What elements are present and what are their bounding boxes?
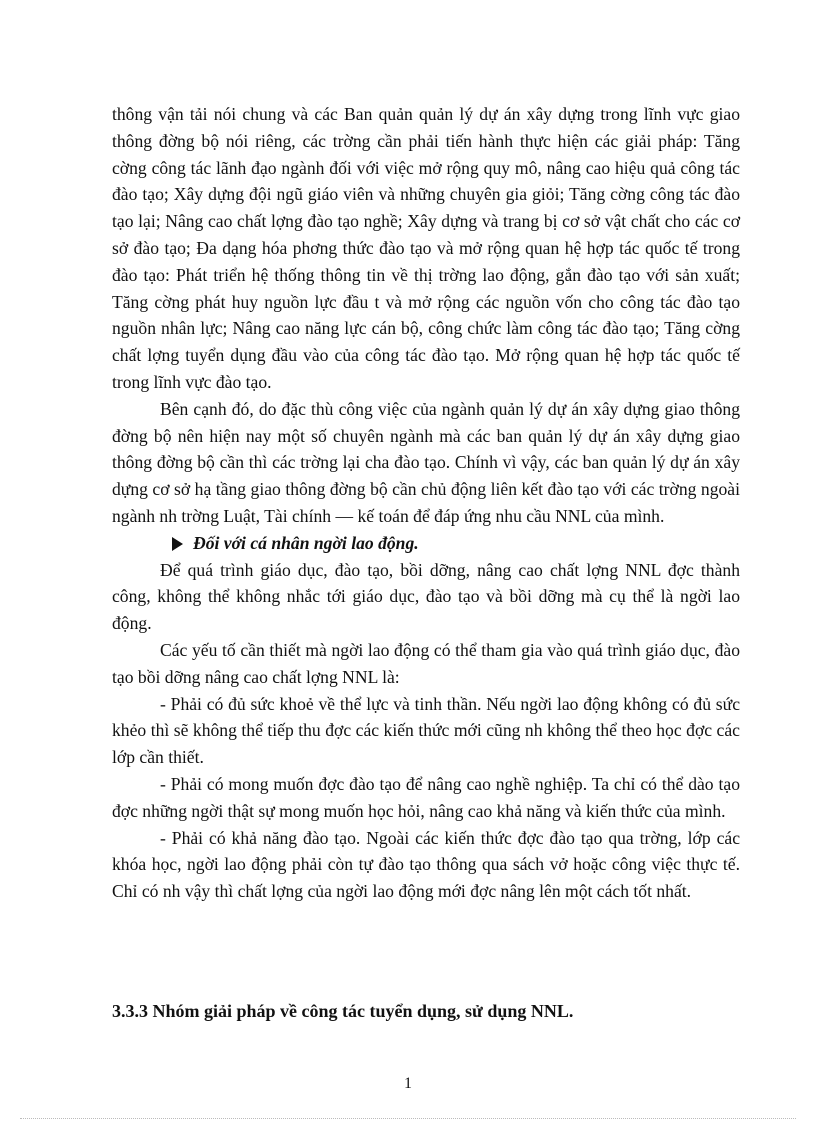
bullet-heading [112, 530, 740, 557]
bullet-heading-text: Đối với cá nhân ngời lao động. [193, 532, 419, 553]
document-body [112, 101, 740, 905]
paragraph-7: - Phải có khả năng đào tạo. Ngoài các kiến thức đợc đào tạo qua trờng, lớp các khóa học, ngời lao động phải còn tự đào tạo thông qua sách vở hoặc công việc thực tế. Chỉ có nh vậy thì chất lợng của ngời lao động mới đợc nâng lên một cách tốt nhất. [112, 827, 740, 902]
paragraph-4: Các yếu tố cần thiết mà ngời lao động có thể tham gia vào quá trình giáo dục, đào tạo bồi dỡng nâng cao chất lợng NNL là: [112, 639, 740, 687]
page-number: 1 [404, 1075, 412, 1092]
section-heading: 3.3.3 Nhóm giải pháp về công tác tuyển dụng, sử dụng NNL. [112, 1001, 574, 1021]
paragraph-6: - Phải có mong muốn đợc đào tạo để nâng cao nghề nghiệp. Ta chỉ có thể dào tạo đợc những ngời thật sự mong muốn học hỏi, nâng cao khả năng và kiến thức của mình. [112, 773, 740, 821]
arrow-bullet-icon [172, 537, 183, 551]
footer-divider [20, 1118, 796, 1119]
paragraph-2: Bên cạnh đó, do đặc thù công việc của ngành quản lý dự án xây dựng giao thông đờng bộ nên hiện nay một số chuyên ngành mà các ban quản lý dự án xây dựng giao thông đờng bộ cần thì các trờng lại cha đào tạo. Chính vì vậy, các ban quản lý dự án xây dựng cơ sở hạ tầng giao thông đờng bộ cần chủ động liên kết đào tạo với các trờng ngoài ngành nh trờng Luật, Tài chính — kế toán để đáp ứng nhu cầu NNL của mình. [112, 398, 740, 526]
paragraph-5: - Phải có đủ sức khoẻ về thể lực và tinh thần. Nếu ngời lao động không có đủ sức khẻo thì sẽ không thể tiếp thu đợc các kiến thức mới cũng nh không thể theo học đợc các lớp cần thiết. [112, 693, 740, 768]
paragraph-1: thông vận tải nói chung và các Ban quản quản lý dự án xây dựng trong lĩnh vực giao thông đờng bộ nói riêng, các trờng cần phải tiến hành thực hiện các giải pháp: Tăng cờng công tác lãnh đạo ngành đối với việc mở rộng quy mô, nâng cao hiệu quả công tác đào tạo; Xây dựng đội ngũ giáo viên và những chuyên gia giỏi; Tăng cờng công tác đào tạo lại; Nâng cao chất lợng đào tạo nghề; Xây dựng và trang bị cơ sở vật chất cho các cơ sở đào tạo; Đa dạng hóa phơng thức đào tạo và mở rộng quan hệ hợp tác quốc tế trong đào tạo: Phát triển hệ thống thông tin về thị trờng lao động, gắn đào tạo với sản xuất; Tăng cờng phát huy nguồn lực đầu t và mở rộng các nguồn vốn cho công tác đào tạo nguồn nhân lực; Nâng cao năng lực cán bộ, công chức làm công tác đào tạo; Tăng cờng chất lợng tuyển dụng đầu vào của công tác đào tạo. Mở rộng quan hệ hợp tác quốc tế trong lĩnh vực đào tạo. [112, 104, 740, 392]
paragraph-3: Để quá trình giáo dục, đào tạo, bồi dỡng, nâng cao chất lợng NNL đợc thành công, không thể không nhắc tới giáo dục, đào tạo và bồi dỡng mà cụ thể là ngời lao động. [112, 559, 740, 634]
